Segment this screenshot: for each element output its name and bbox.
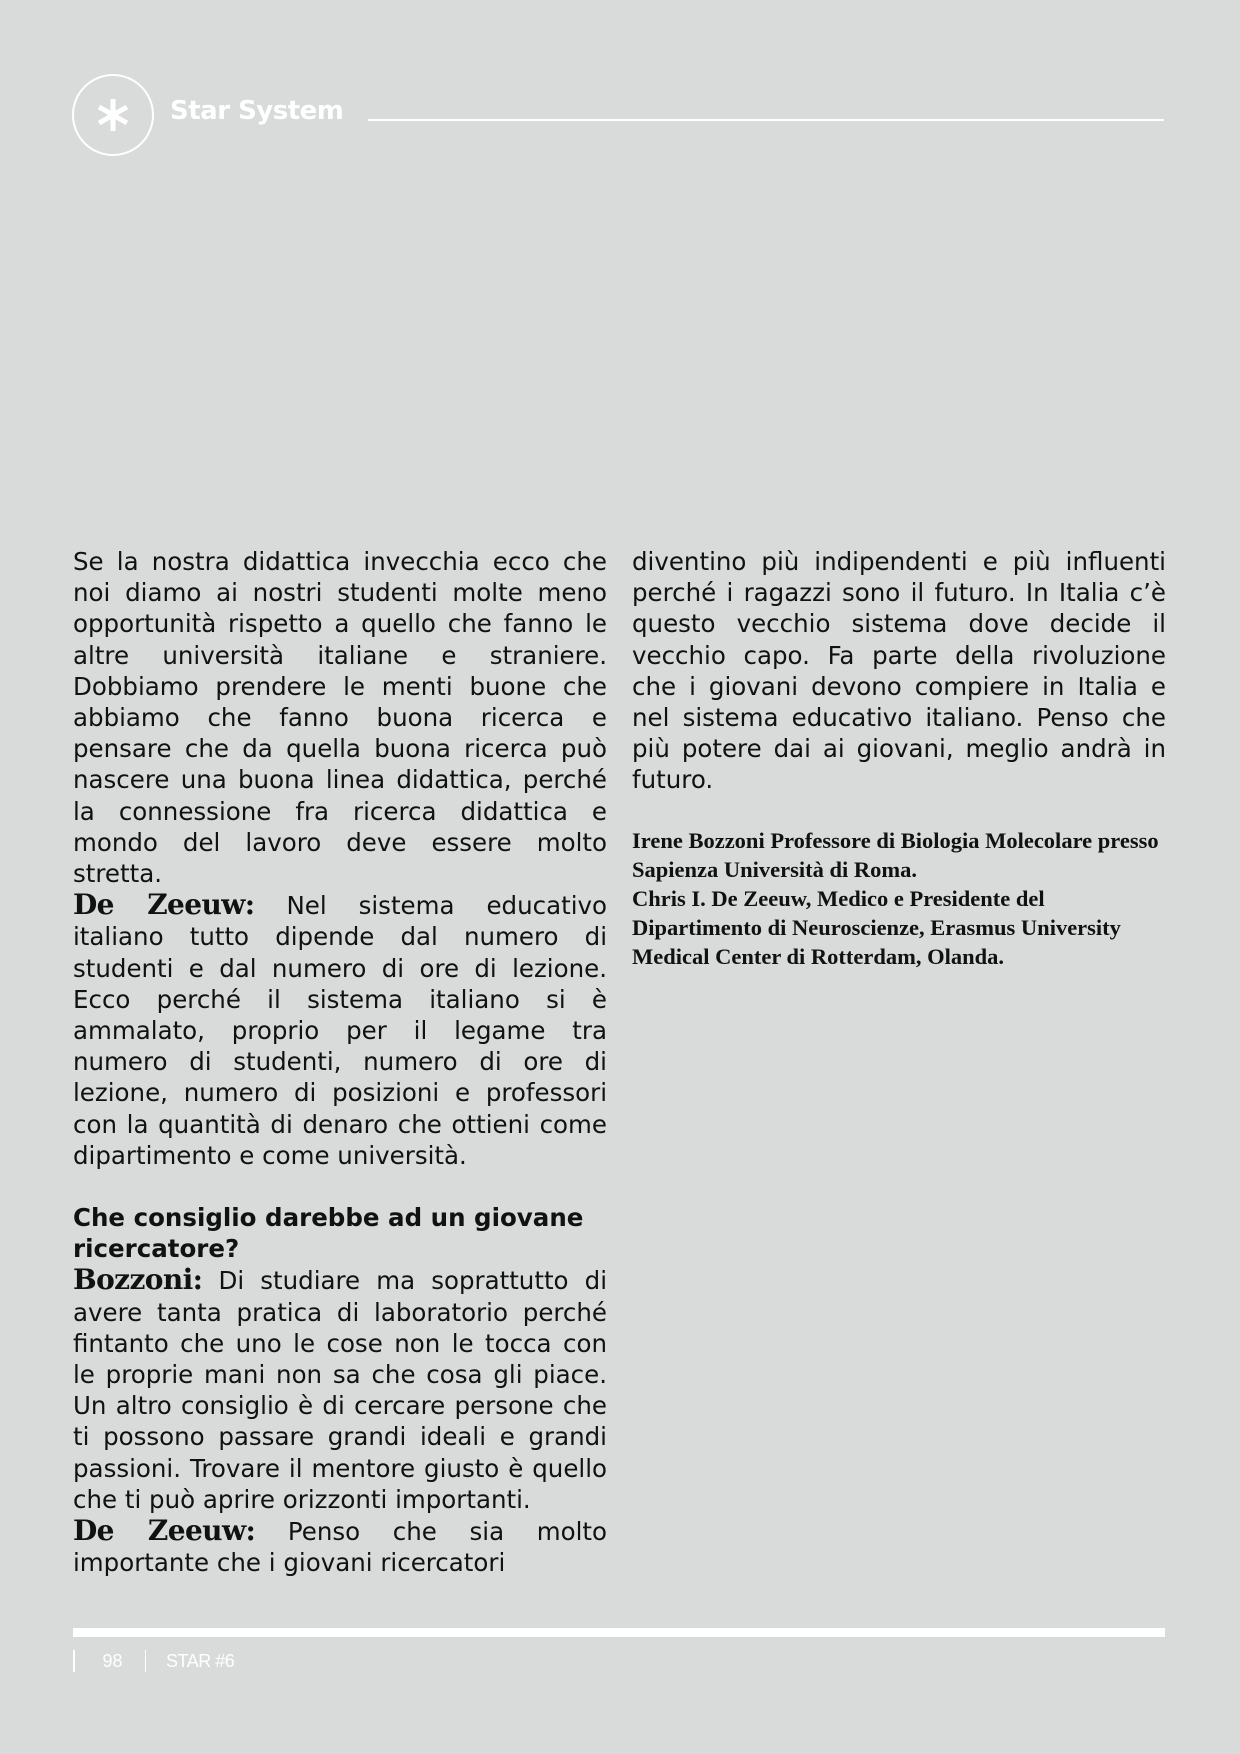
answer-paragraph	[73, 1515, 607, 1578]
answer-paragraph	[73, 889, 607, 1171]
header-divider	[368, 119, 1164, 121]
answer-text: Penso che sia molto importante che i giovani ricercatori	[73, 1517, 607, 1578]
speaker-name: De Zeeuw:	[73, 888, 255, 922]
section-header	[72, 74, 1164, 160]
speaker-name: Bozzoni:	[73, 1263, 203, 1297]
article-column-left	[73, 546, 607, 1579]
asterisk-icon	[95, 97, 131, 133]
footer-separator	[73, 1650, 75, 1672]
answer-paragraph	[73, 1264, 607, 1515]
interview-question: Che consiglio darebbe ad un giovane ricercatore?	[73, 1203, 584, 1264]
speaker-name: De Zeeuw:	[73, 1514, 256, 1548]
column-continuation	[632, 546, 1166, 796]
answer-text: Di studiare ma soprattutto di avere tanta pratica di laboratorio perché fintanto che uno le cose non le tocca con le proprie mani non sa che cosa gli piace. Un altro consiglio è di cercare persone che ti possono passare grandi ideali e grandi passioni. Trovare il mentore giusto è quello che ti può aprire orizzonti importanti.	[73, 1266, 607, 1514]
paragraph	[73, 546, 607, 889]
section-title: Star System	[170, 96, 344, 126]
article-column-right	[632, 546, 1166, 971]
footer-separator	[145, 1650, 147, 1672]
page-number: 98	[102, 1650, 123, 1671]
footer-divider	[73, 1628, 1165, 1637]
asterisk-badge	[72, 74, 154, 156]
page-footer	[73, 1650, 234, 1676]
issue-label: STAR #6	[166, 1650, 235, 1671]
credit-de-zeeuw: Chris I. De Zeeuw, Medico e Presidente del Dipartimento di Neuroscienze, Erasmus University Medical Center di Rotterdam, Olanda.	[632, 885, 1121, 969]
credit-bozzoni: Irene Bozzoni Professore di Biologia Molecolare presso Sapienza Università di Roma.	[632, 827, 1159, 882]
answer-text: Nel sistema educativo italiano tutto dipende dal numero di studenti e dal numero di ore di lezione. Ecco perché il sistema italiano si è ammalato, proprio per il legame tra numero di studenti, numero di ore di lezione, numero di posizioni e professori con la quantità di denaro che ottieni come dipartimento e come università.	[73, 891, 607, 1170]
paragraph-text: Se la nostra didattica invecchia ecco che noi diamo ai nostri studenti molte meno opportunità rispetto a quello che fanno le altre università italiane e straniere. Dobbiamo prendere le menti buone che abbiamo che fanno buona ricerca e pensare che da quella buona ricerca può nascere una buona linea didattica, perché la connessione fra ricerca didattica e mondo del lavoro deve essere molto stretta.	[73, 547, 607, 889]
answer-text-continued: diventino più indipendenti e più influenti perché i ragazzi sono il futuro. In Italia c’è questo vecchio sistema dove decide il vecchio capo. Fa parte della rivoluzione che i giovani devono compiere in Italia e nel sistema educativo italiano. Penso che più potere dai ai giovani, meglio andrà in futuro.	[632, 547, 1166, 795]
author-credits	[632, 826, 1166, 971]
